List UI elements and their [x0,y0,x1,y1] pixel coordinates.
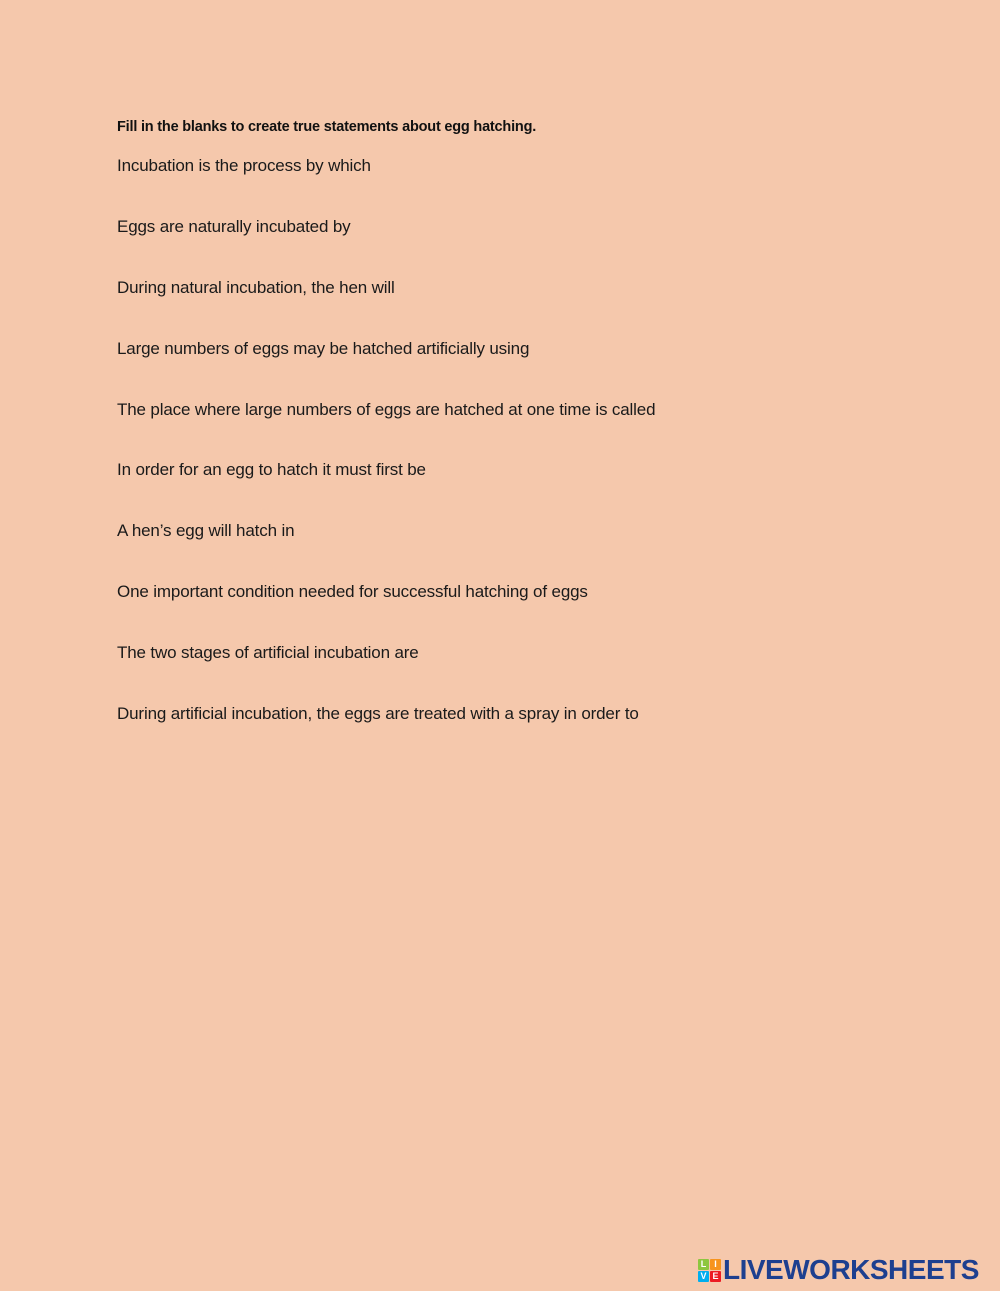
logo-mark-tile: E [710,1271,721,1282]
statement-item: During natural incubation, the hen will [117,277,395,297]
statement-item: Large numbers of eggs may be hatched artificially using [117,338,530,358]
statement-item: During artificial incubation, the eggs are treated with a spray in order to [117,704,639,724]
statement-item: One important condition needed for successful hatching of eggs [117,582,588,602]
statement-item: Eggs are naturally incubated by [117,216,351,236]
statement-item: In order for an egg to hatch it must first be [117,460,426,480]
statement-list [117,154,655,763]
logo-mark-tile: L [698,1259,709,1270]
statement-item: The two stages of artificial incubation are [117,643,419,663]
worksheet-instruction: Fill in the blanks to create true statements about egg hatching. [117,119,537,135]
statement-item: Incubation is the process by which [117,156,371,175]
logo-mark-tile: V [698,1271,709,1282]
liveworksheets-logo[interactable] [698,1255,979,1285]
logo-mark-icon [698,1259,721,1282]
logo-wordmark: LIVEWORKSHEETS [723,1254,979,1285]
statement-item: A hen’s egg will hatch in [117,521,295,541]
statement-item: The place where large numbers of eggs are hatched at one time is called [117,399,656,419]
logo-mark-tile: I [710,1259,721,1270]
